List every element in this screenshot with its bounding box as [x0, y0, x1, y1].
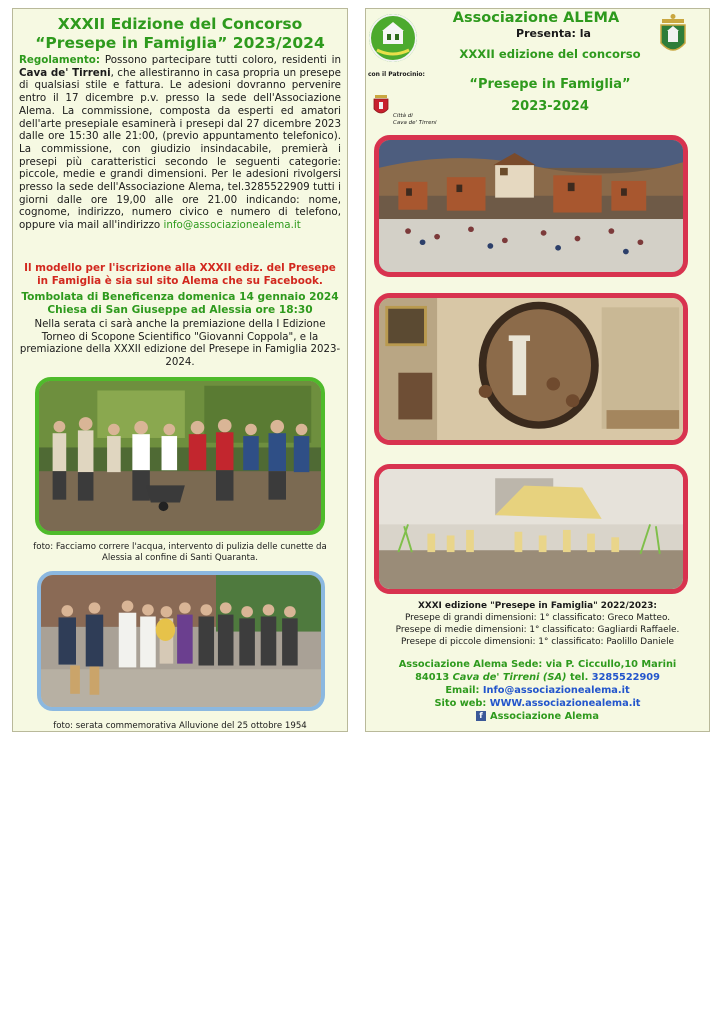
email-label: Email: — [445, 685, 483, 696]
sede-label: Associazione Alema Sede: — [398, 659, 543, 670]
photo-volunteers-caption: foto: Facciamo correre l'acqua, intervento di pulizia delle cunette da Alessia al confine di Santi Quaranta. — [33, 542, 327, 563]
iscrizione-note: Il modello per l'iscrizione alla XXXII ediz. del Presepe in Famiglia è sia sul sito Alema che su Facebook. — [24, 262, 336, 287]
contest-title-line2: “Presepe in Famiglia” 2023/2024 — [35, 34, 325, 52]
winner-piccole: Presepe di piccole dimensioni: 1° classificato: Paolillo Daniele — [400, 637, 675, 647]
presenta-text: Presenta: la — [516, 27, 591, 40]
assoc-title: Associazione ALEMA — [452, 10, 620, 26]
facebook-icon[interactable]: f — [476, 711, 486, 721]
winner-medie: Presepe di medie dimensioni: 1° classificato: Gagliardi Raffaele. — [395, 625, 680, 635]
tel-number[interactable]: 3285522909 — [591, 672, 660, 683]
city-label-1: Città di — [393, 113, 413, 119]
serata-paragraph: Nella serata ci sarà anche la premiazione della I Edizione Torneo di Scopone Scientifico "Giovanni Coppola", e la premiazione della XXXII edizione del Presepe in Famiglia 2023-2024. — [19, 319, 341, 368]
left-panel — [12, 8, 348, 732]
tombolata-line1: Tombolata di Beneficenza domenica 14 gennaio 2024 — [21, 291, 339, 303]
patrocinio-label: con il Patrocinio: — [368, 71, 425, 78]
cap: 84013 — [415, 672, 453, 683]
city-name: Cava de' Tirreni (SA) — [452, 672, 567, 683]
regolamento-text-1: Possono partecipare tutti coloro, residenti in — [100, 54, 341, 66]
regolamento-text-2: , che allestiranno in casa propria un presepe di qualsiasi stile e fattura. Le adesioni dovranno pervenire entro il 17 dicembre p.v. presso la sede dell'Associazione Alema. La commissione, composta da esperti ed amatori dell'arte presepiale esaminerà i presepi dal 27 dicembre 2023 dalle ore 15:30 alle 21:00, (previo appuntamento telefonico). La commissione, con giudizio insindacabile, premierà i presepi più caratteristici secondo le seguenti categorie: piccole, medie e grandi dimensioni. Per le adesioni rivolgersi presso la sede dell'Associazione Alema, tel.3285522909 tutti i giorni dalle ore 19,00 alle ore 21.00 indicando: nome, cognome, indirizzo, numero civico e numero di telefono, oppure via mail all'indirizzo — [19, 66, 341, 232]
photo-presepe-2 — [374, 293, 688, 445]
city-line — [366, 672, 709, 685]
winners-title: XXXI edizione "Presepe in Famiglia" 2022/2023: — [418, 601, 657, 611]
edition-title: XXXII edizione del concorso — [459, 47, 641, 61]
contest-years: 2023-2024 — [511, 99, 589, 114]
regolamento-place: Cava de' Tirreni — [19, 66, 111, 79]
facebook-link[interactable]: Associazione Alema — [490, 711, 599, 722]
contest-name: “Presepe in Famiglia” — [469, 77, 631, 92]
photo-commemoration-caption: foto: serata commemorativa Alluvione del 25 ottobre 1954 — [53, 721, 307, 731]
photo-presepe-3 — [374, 464, 688, 594]
sede-line — [366, 659, 709, 672]
city-crest-icon — [373, 95, 389, 117]
email-link[interactable]: info@associazionealema.it — [163, 219, 301, 232]
photo-presepe-1 — [374, 135, 688, 277]
contest-title-line1: XXXII Edizione del Concorso — [57, 15, 303, 33]
tel-label: tel. — [566, 672, 592, 683]
photo-commemoration — [37, 571, 325, 711]
sede-address: via P. Ciccullo,10 Marini — [542, 659, 677, 670]
facebook-line — [366, 711, 709, 724]
photo-volunteers — [35, 377, 325, 535]
right-panel — [365, 8, 710, 732]
regolamento-label: Regolamento: — [19, 54, 100, 66]
web-link[interactable]: WWW.associazionealema.it — [489, 698, 641, 709]
winner-grandi: Presepe di grandi dimensioni: 1° classificato: Greco Matteo. — [404, 613, 671, 623]
city-label-2: Cava de' Tirreni — [393, 120, 437, 126]
web-label: Sito web: — [434, 698, 490, 709]
email-link-right[interactable]: Info@associazionealema.it — [482, 685, 630, 696]
alema-logo — [369, 14, 417, 62]
web-line — [366, 698, 709, 711]
email-line — [366, 685, 709, 698]
tombolata-line2: Chiesa di San Giuseppe ad Alessia ore 18:30 — [47, 304, 313, 316]
regolamento-paragraph — [19, 54, 341, 232]
